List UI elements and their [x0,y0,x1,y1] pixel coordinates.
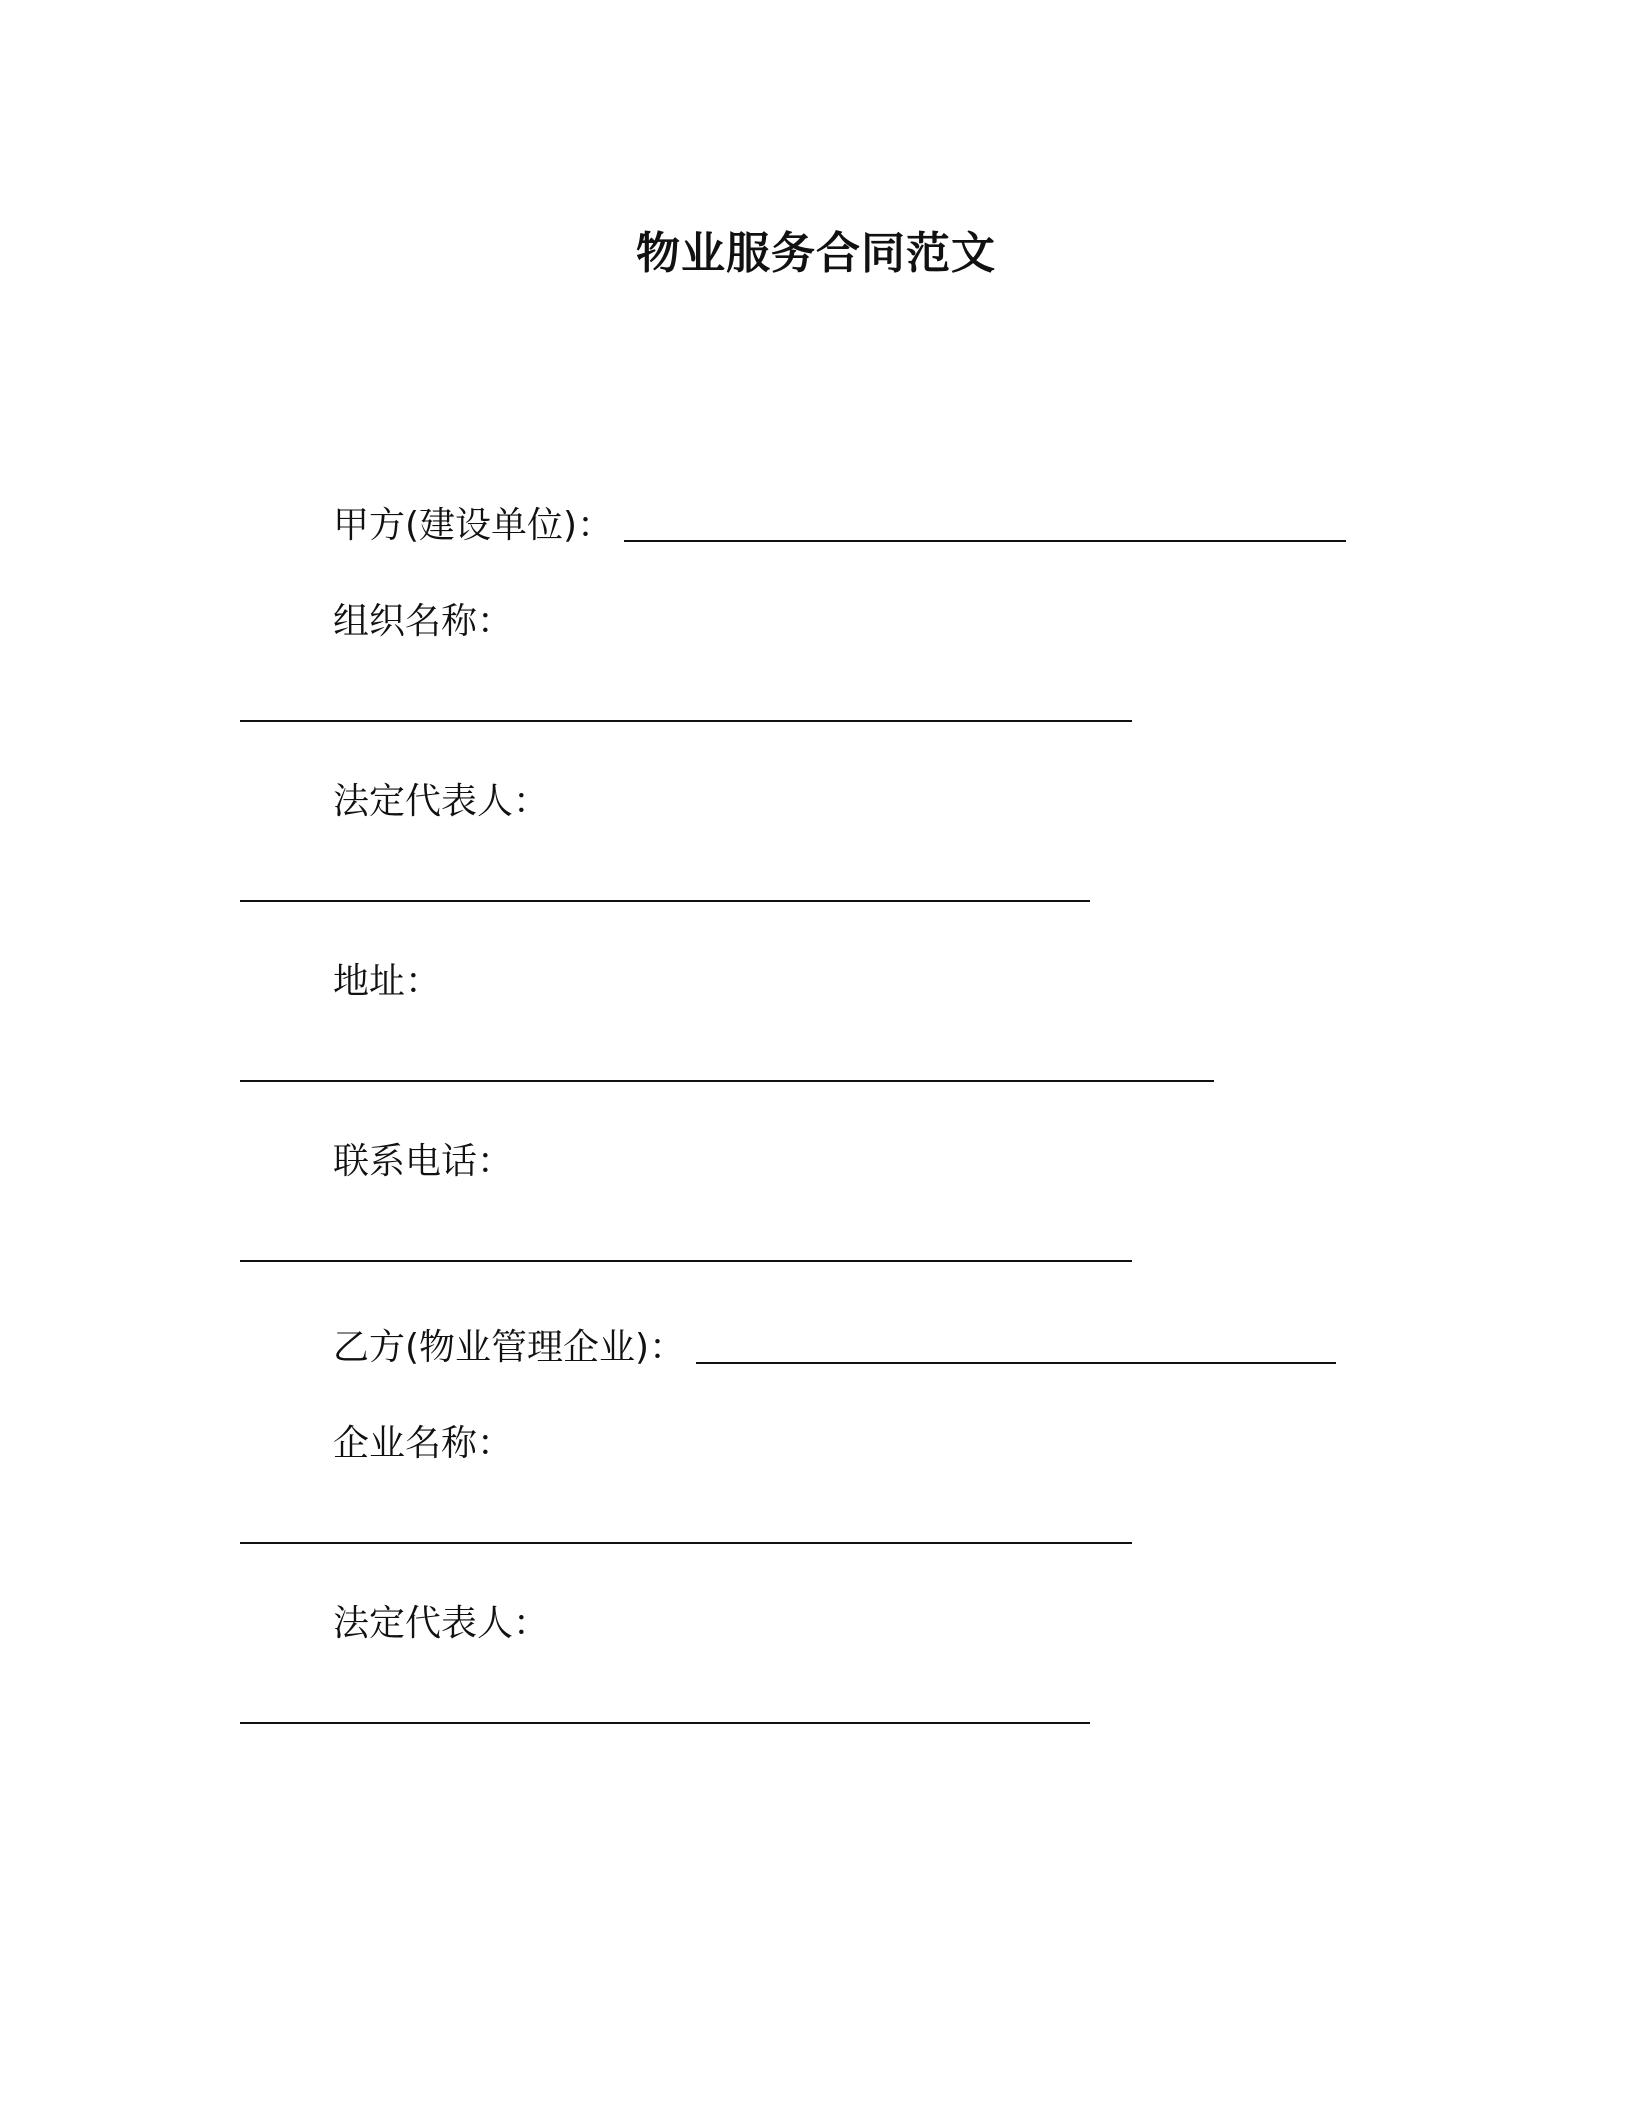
party-a-blank[interactable] [624,540,1346,542]
party-a-legal-rep-blank[interactable] [240,900,1090,902]
party-a-legal-rep-label: 法定代表人： [333,781,550,822]
party-b-legal-rep-blank[interactable] [240,1722,1090,1724]
party-a-org-name-label: 组织名称： [333,601,514,642]
party-a-address-label: 地址： [333,961,442,1002]
party-a-phone-blank[interactable] [240,1260,1132,1262]
party-a-phone-label: 联系电话： [333,1141,514,1182]
page-title: 物业服务合同范文 [636,228,996,279]
party-b-heading: 乙方(物业管理企业)： [333,1327,686,1368]
party-b-legal-rep-label: 法定代表人： [333,1603,550,1644]
party-b-company-name-blank[interactable] [240,1542,1132,1544]
party-a-org-name-blank[interactable] [240,720,1132,722]
party-b-blank[interactable] [696,1362,1336,1364]
party-a-address-blank[interactable] [240,1080,1214,1082]
party-a-heading: 甲方(建设单位)： [333,505,614,546]
party-b-company-name-label: 企业名称： [333,1423,514,1464]
